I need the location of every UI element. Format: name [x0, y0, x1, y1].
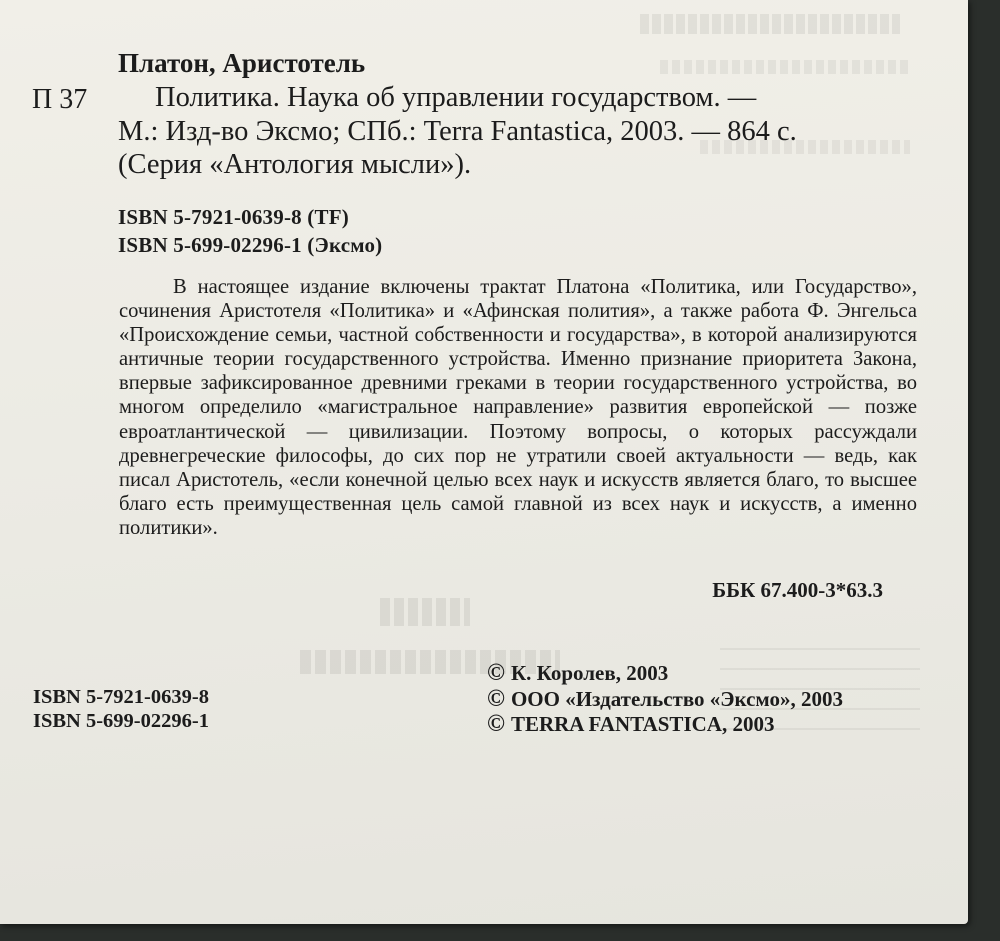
annotation-paragraph: В настоящее издание включены трактат Платона «Политика, или Государство», сочинения Аристотеля «Политика» и «Афинская полития», а также работа Ф. Энгельса «Происхождение семьи, частной собственности и государства», в которой анализируются античные теории государственного устройства. Именно признание приоритета Закона, впервые зафиксированное древними греками в теории государственного устройства, во многом определило «магистральное направление» развития европейской — позже евроатлантической — цивилизации. Поэтому вопросы, о которых рассуждали древнегреческие философы, до сих пор не утратили своей актуальности — ведь, как писал Аристотель, «если конечной целью всех наук и искусств является благо, то высшее благо есть преимущественная цель самой главной из всех наук и искусств, а именно политики». — [119, 276, 917, 539]
footer-isbn-1: ISBN 5-7921-0639-8 — [33, 686, 209, 708]
classification-code: П 37 — [32, 84, 88, 115]
copyright-text: К. Королев, 2003 — [510, 661, 669, 685]
copyright-line-1 — [487, 660, 668, 687]
show-through-bleed — [640, 14, 900, 34]
show-through-bleed — [660, 60, 910, 74]
copyright-text: ООО «Издательство «Эксмо», 2003 — [510, 687, 843, 711]
title-line-2: М.: Изд-во Эксмо; СПб.: Terra Fantastica, 2003. — 864 с. — [118, 116, 797, 147]
copyright-text: TERRA FANTASTICA, 2003 — [510, 712, 775, 736]
copyright-line-2 — [487, 686, 843, 713]
author-line: Платон, Аристотель — [118, 48, 366, 78]
title-line-1: Политика. Наука об управлении государством. — — [155, 82, 757, 113]
copyright-symbol: © — [487, 660, 505, 686]
isbn-tf: ISBN 5-7921-0639-8 (TF) — [118, 205, 349, 229]
copyright-line-3 — [487, 711, 774, 738]
copyright-symbol: © — [487, 711, 505, 737]
show-through-bleed — [380, 598, 470, 626]
title-line-3: (Серия «Антология мысли»). — [118, 149, 472, 180]
footer-isbn-2: ISBN 5-699-02296-1 — [33, 710, 209, 732]
bbk-code: ББК 67.400-3*63.3 — [712, 578, 883, 602]
isbn-eksmo: ISBN 5-699-02296-1 (Эксмо) — [118, 233, 383, 257]
copyright-symbol: © — [487, 686, 505, 712]
